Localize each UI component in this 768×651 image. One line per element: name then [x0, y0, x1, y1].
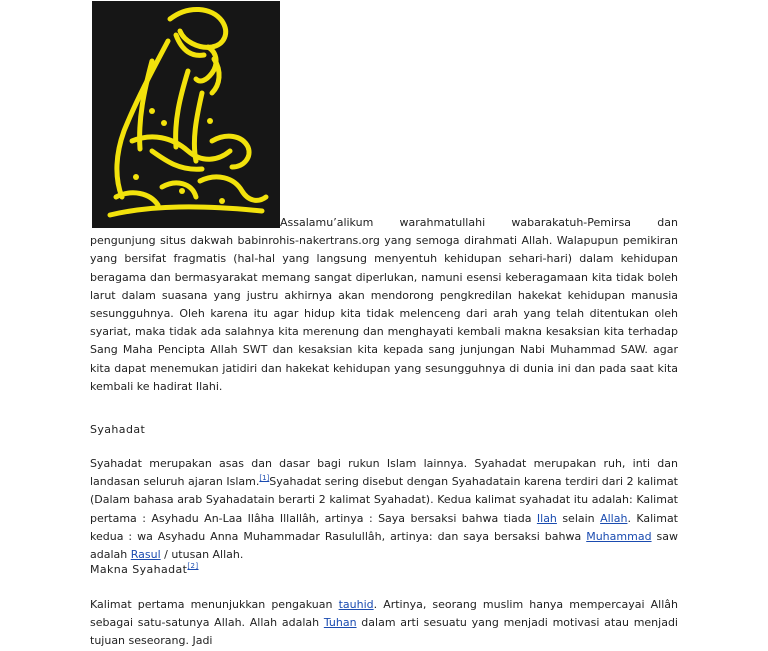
syahadat-heading: Syahadat [90, 423, 146, 436]
syahadat-text-f: / utusan Allah. [160, 548, 244, 562]
link-tuhan[interactable]: Tuhan [323, 616, 357, 630]
makna-text-c: dalam arti sesuatu yang menjadi motivasi atau menjadi tujuan seseorang. Jadi [90, 616, 678, 648]
makna-text-a: Kalimat pertama menunjukkan pengakuan [90, 598, 339, 611]
syahadat-text-c: selain [556, 511, 601, 525]
makna-text-b: . Artinya, seorang muslim hanya mempercayai Allâh sebagai satu-satunya Allah. Allah adalah [90, 598, 678, 630]
syahadat-text-b: Syahadat sering disebut dengan Syahadatain karena terdiri dari 2 kalimat (Dalam bahasa arab Syahadatain berarti 2 kalimat Syahadat). Kedua kalimat syahadat itu adalah: Kalimat pertama : Asyhadu An-Laa Ilâha Illallâh, artinya : Saya bersaksi bahwa tiada [90, 475, 678, 525]
makna-heading [90, 563, 199, 576]
link-ilah[interactable]: Ilah [536, 511, 557, 525]
syahadat-text-e: saw adalah [90, 529, 678, 562]
footnote-link-1[interactable]: [1] [259, 474, 270, 483]
syahadat-text-a: Syahadat merupakan asas dan dasar bagi rukun Islam lainnya. Syahadat merupakan ruh, inti dan landasan seluruh ajaran Islam. [90, 457, 678, 489]
link-tauhid[interactable]: tauhid [338, 598, 374, 611]
intro-paragraph [90, 214, 678, 396]
calligraphy-figure-graphic [92, 1, 280, 228]
makna-heading-text: Makna Syahadat [90, 563, 188, 576]
syahadat-text-d: . Kalimat kedua : wa Asyhadu Anna Muhammadar Rasulullâh, artinya: dan saya bersaksi bahwa [90, 511, 678, 543]
footnote-link-2[interactable]: [2] [187, 562, 199, 570]
calligraphy-figure-icon [92, 1, 280, 228]
link-allah[interactable]: Allah [600, 511, 628, 525]
link-rasul[interactable]: Rasul [130, 548, 161, 562]
intro-text: Assalamu’alikum warahmatullahi wabarakatuh-Pemirsa dan pengunjung situs dakwah babinrohis-nakertrans.org yang semoga dirahmati Allah. Walapupun pemikiran yang bersifat fragmatis (hal-hal yang langsung menyentuh kehidupan sehari-hari) dalam kehidupan beragama dan bermasyarakat memang sangat diperlukan, namuni esensi keberagamaan kita tidak boleh larut dalam suasana yang justru akhirnya akan mendorong pengkredilan hakekat kehidupan manusia sesungguhnya. Oleh karena itu agar hidup kita tidak melenceng dari arah yang telah ditentukan oleh syariat, maka tidak ada salahnya kita merenung dan menghayati kembali makna kesaksian kita terhadap Sang Maha Pencipta Allah SWT dan kesaksian kita kepada sang junjungan Nabi Muhammad SAW. agar kita dapat menemukan jatidiri dan hakekat kehidupan yang sesungguhnya di dunia ini dan pada saat kita kembali ke hadirat Ilahi. [90, 216, 678, 393]
makna-paragraph [90, 596, 678, 651]
link-muhammad[interactable]: Muhammad [586, 529, 652, 543]
syahadat-paragraph [90, 455, 678, 564]
